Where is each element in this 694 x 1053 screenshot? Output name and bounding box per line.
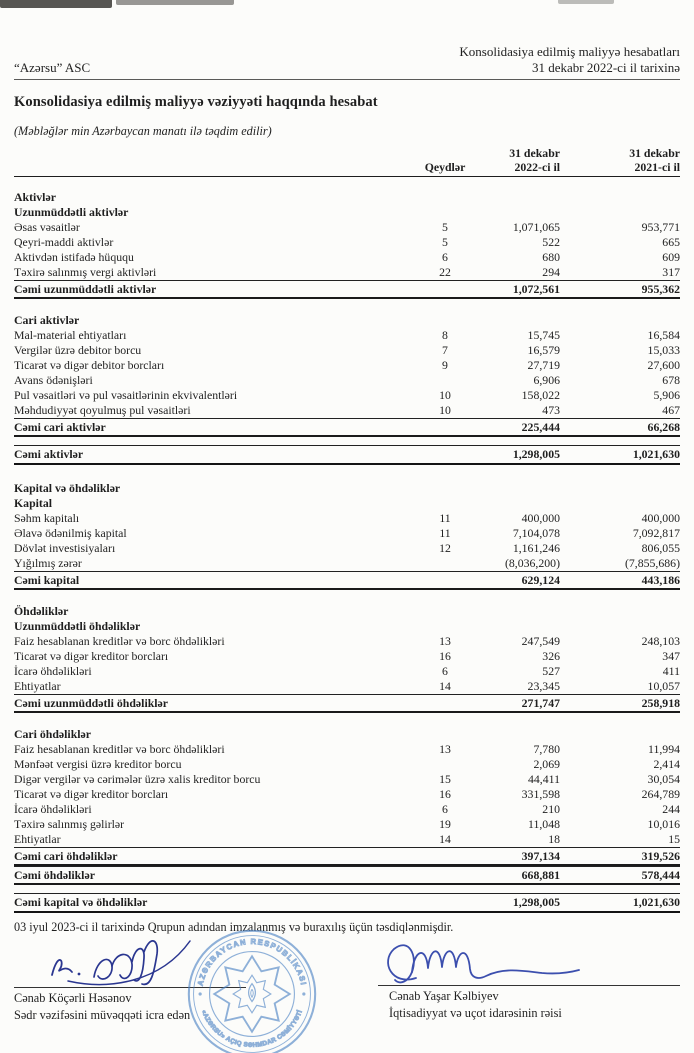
row-value-2021: 347: [662, 649, 680, 663]
row-value-2021: [560, 604, 680, 619]
row-label: Əsas vəsaitlər: [14, 220, 80, 234]
row-note: 16: [439, 787, 451, 801]
row-value-2021: 15,033: [647, 343, 680, 357]
header-notes-column: Qeydlər: [424, 159, 466, 174]
table-row: [14, 343, 680, 358]
row-value-2022: [475, 190, 560, 205]
row-value-2021: [560, 190, 680, 205]
signature-right: [372, 934, 587, 988]
row-value-2022: 331,598: [521, 787, 560, 801]
row-value-2021: [560, 727, 680, 742]
row-note: 6: [442, 664, 448, 678]
table-spacer: [14, 299, 680, 313]
row-value-2022: 6,906: [533, 373, 560, 387]
row-note: 7: [442, 343, 448, 357]
row-value-2021: 411: [662, 664, 680, 678]
row-label: Vergilər üzrə debitor borcu: [14, 343, 142, 357]
row-value-2022: [475, 481, 560, 496]
row-note: 9: [442, 358, 448, 372]
row-value-2022: 522: [542, 235, 560, 249]
table-row: [14, 556, 680, 571]
row-value-2021: 27,600: [647, 358, 680, 372]
header-2022-column: 31 dekabr 2022-ci il: [509, 146, 560, 174]
row-note: [415, 695, 475, 711]
table-row: [14, 893, 680, 913]
row-value-2022: 27,719: [527, 358, 560, 372]
row-label: Uzunmüddətli öhdəliklər: [14, 619, 141, 633]
row-label: Cəmi cari aktivlər: [14, 420, 106, 434]
row-value-2022: 247,549: [521, 634, 560, 648]
row-label: Ehtiyatlar: [14, 832, 61, 846]
scan-artifact: [558, 0, 614, 4]
row-value-2022: 2,069: [533, 757, 560, 771]
row-value-2021: [560, 496, 680, 511]
row-note: [415, 894, 475, 911]
row-note: [415, 757, 475, 772]
row-value-2022: 7,104,078: [512, 526, 560, 540]
row-value-2022: [475, 619, 560, 634]
row-label: Məhdudiyyət qoyulmuş pul vəsaitləri: [14, 403, 191, 417]
row-note: 13: [439, 742, 451, 756]
table-row: [14, 802, 680, 817]
seal-text-top: AZƏRBAYCAN RESPUBLİKASI: [195, 936, 309, 987]
table-row: [14, 250, 680, 265]
row-note: 11: [439, 526, 451, 540]
row-note: 8: [442, 328, 448, 342]
row-note: 16: [439, 649, 451, 663]
approval-statement: 03 iyul 2023-ci il tarixində Qrupun adından imzalanmış və buraxılış üçün təsdiqlənmişdir.: [14, 920, 454, 934]
row-value-2021: 317: [662, 265, 680, 279]
company-name: “Azərsu” ASC: [14, 60, 91, 75]
row-note: 11: [439, 511, 451, 525]
table-row: [14, 328, 680, 343]
signatory-name: Cənab Köçərli Həsənov: [14, 991, 132, 1005]
row-value-2022: 527: [542, 664, 560, 678]
row-note: 22: [439, 265, 451, 279]
table-header-row: [14, 147, 680, 177]
row-value-2022: 210: [542, 802, 560, 816]
row-value-2022: 397,134: [521, 849, 560, 863]
row-value-2022: [475, 313, 560, 328]
table-row: [14, 280, 680, 299]
row-label: Təxirə salınmış vergi aktivləri: [14, 265, 157, 279]
table-spacer: [14, 713, 680, 727]
row-value-2022: 326: [542, 649, 560, 663]
row-label: Uzunmüddətli aktivlər: [14, 205, 129, 219]
row-note: 5: [442, 220, 448, 234]
row-note: 13: [439, 634, 451, 648]
table-row: [14, 481, 680, 496]
table-row: [14, 694, 680, 713]
row-note: [415, 419, 475, 435]
row-value-2022: 271,747: [521, 696, 560, 710]
row-note: 5: [442, 235, 448, 249]
row-label: Cəmi aktivlər: [14, 447, 84, 461]
row-value-2021: 467: [662, 403, 680, 417]
row-value-2022: 473: [542, 403, 560, 417]
scan-artifact: [0, 0, 112, 8]
row-note: [415, 190, 475, 205]
row-value-2021: 609: [662, 250, 680, 264]
row-label: Mənfəət vergisi üzrə kreditor borcu: [14, 757, 182, 771]
table-spacer: [14, 437, 680, 445]
table-row: [14, 220, 680, 235]
row-value-2022: 400,000: [521, 511, 560, 525]
row-label: Ticarət və digər kreditor borcları: [14, 649, 169, 663]
row-label: Aktivlər: [14, 190, 56, 204]
row-value-2022: 680: [542, 250, 560, 264]
report-name: Konsolidasiya edilmiş maliyyə hesabatları: [459, 44, 680, 59]
row-note: [415, 481, 475, 496]
row-label: Kapital və öhdəliklər: [14, 481, 121, 495]
table-row: [14, 418, 680, 437]
row-note: [415, 205, 475, 220]
row-value-2022: 1,161,246: [512, 541, 560, 555]
row-value-2022: [475, 727, 560, 742]
row-label: Mal-material ehtiyatları: [14, 328, 127, 342]
seal-text-bottom: «AZƏRSU» AÇIQ SƏHMDAR CƏMİYYƏTİ: [200, 1009, 304, 1049]
document-header: [14, 44, 680, 80]
row-value-2022: [475, 205, 560, 220]
row-value-2022: 15,745: [527, 328, 560, 342]
row-value-2021: [560, 205, 680, 220]
signature-line-right: [378, 985, 680, 986]
row-value-2021: 400,000: [641, 511, 680, 525]
row-label: Cəmi uzunmüddətli öhdəliklər: [14, 696, 169, 710]
row-value-2021: 258,918: [641, 696, 680, 710]
row-label: Cəmi kapital: [14, 573, 80, 587]
table-row: [14, 526, 680, 541]
row-value-2022: 18: [548, 832, 560, 846]
table-row: [14, 358, 680, 373]
row-note: 15: [439, 772, 451, 786]
row-value-2021: (7,855,686): [624, 556, 680, 570]
table-row: [14, 742, 680, 757]
signatory-name: Cənab Yaşar Kəlbiyev: [389, 989, 499, 1003]
row-label: Təxirə salınmış gəlirlər: [14, 817, 125, 831]
row-value-2021: 806,055: [641, 541, 680, 555]
row-value-2022: 7,780: [533, 742, 560, 756]
table-row: [14, 634, 680, 649]
row-value-2021: [560, 313, 680, 328]
row-value-2022: 16,579: [527, 343, 560, 357]
row-value-2021: 16,584: [647, 328, 680, 342]
row-label: Faiz hesablanan kreditlər və borc öhdəlikləri: [14, 742, 225, 756]
row-value-2022: (8,036,200): [504, 556, 560, 570]
official-seal: [186, 928, 318, 1053]
row-value-2021: 319,526: [641, 849, 680, 863]
table-row: [14, 265, 680, 280]
signatory-right: [389, 988, 562, 1022]
row-note: 6: [442, 802, 448, 816]
row-note: [415, 373, 475, 388]
row-value-2021: 443,186: [641, 573, 680, 587]
row-value-2022: 44,411: [527, 772, 560, 786]
row-label: Pul vəsaitləri və pul vəsaitlərinin ekvivalentləri: [14, 388, 238, 402]
row-label: Öhdəliklər: [14, 604, 69, 618]
financial-position-table: [14, 147, 680, 913]
row-value-2021: 665: [662, 235, 680, 249]
table-row: [14, 445, 680, 465]
row-value-2021: 578,444: [641, 868, 680, 882]
table-row: [14, 679, 680, 694]
table-row: [14, 388, 680, 403]
row-value-2021: 10,057: [647, 679, 680, 693]
signatory-title: Sədr vəzifəsini müvəqqəti icra edən: [14, 1008, 191, 1022]
row-value-2022: 23,345: [527, 679, 560, 693]
row-note: 14: [439, 679, 451, 693]
row-note: 19: [439, 817, 451, 831]
row-label: Ticarət və digər kreditor borcları: [14, 787, 169, 801]
row-value-2022: 225,444: [521, 420, 560, 434]
row-value-2021: 244: [662, 802, 680, 816]
row-value-2021: 15: [668, 832, 680, 846]
row-label: Kapital: [14, 496, 53, 510]
signatory-left: [14, 990, 190, 1024]
row-label: İcarə öhdəlikləri: [14, 664, 92, 678]
table-row: [14, 619, 680, 634]
table-row: [14, 787, 680, 802]
table-row: [14, 373, 680, 388]
row-value-2022: [475, 496, 560, 511]
row-value-2021: 5,906: [653, 388, 680, 402]
row-value-2021: 248,103: [641, 634, 680, 648]
row-note: [415, 281, 475, 297]
row-value-2021: [560, 481, 680, 496]
row-value-2021: 1,021,630: [632, 895, 680, 909]
row-value-2022: 668,881: [521, 868, 560, 882]
row-value-2022: [475, 604, 560, 619]
table-row: [14, 866, 680, 885]
page-title: Konsolidasiya edilmiş maliyyə vəziyyəti haqqında hesabat: [14, 94, 378, 110]
row-value-2021: 10,016: [647, 817, 680, 831]
row-value-2021: 678: [662, 373, 680, 387]
row-value-2021: 1,021,630: [632, 447, 680, 461]
row-label: Aktivdən istifadə hüququ: [14, 250, 134, 264]
table-row: [14, 727, 680, 742]
row-label: Əlavə ödənilmiş kapital: [14, 526, 127, 540]
table-row: [14, 541, 680, 556]
row-label: Avans ödənişləri: [14, 373, 93, 387]
row-label: Səhm kapitalı: [14, 511, 80, 525]
table-spacer: [14, 885, 680, 893]
row-value-2022: 1,298,005: [512, 895, 560, 909]
table-row: [14, 832, 680, 847]
table-row: [14, 649, 680, 664]
table-row: [14, 847, 680, 866]
row-label: İcarə öhdəlikləri: [14, 802, 92, 816]
row-label: Cari öhdəliklər: [14, 727, 92, 741]
row-value-2022: 158,022: [521, 388, 560, 402]
header-2021-column: 31 dekabr 2021-ci il: [629, 146, 680, 174]
table-row: [14, 205, 680, 220]
row-value-2022: 294: [542, 265, 560, 279]
row-note: [415, 867, 475, 883]
row-note: [415, 556, 475, 571]
table-spacer: [14, 590, 680, 604]
row-note: 14: [439, 832, 451, 846]
row-note: [415, 496, 475, 511]
row-value-2021: 264,789: [641, 787, 680, 801]
table-row: [14, 817, 680, 832]
table-row: [14, 757, 680, 772]
row-note: [415, 619, 475, 634]
row-value-2021: [560, 619, 680, 634]
table-row: [14, 313, 680, 328]
row-value-2022: 1,298,005: [512, 447, 560, 461]
table-row: [14, 571, 680, 590]
row-label: Cəmi kapital və öhdəliklər: [14, 895, 148, 909]
table-row: [14, 604, 680, 619]
row-value-2021: 66,268: [647, 420, 680, 434]
row-note: 12: [439, 541, 451, 555]
row-label: Cari aktivlər: [14, 313, 80, 327]
table-row: [14, 496, 680, 511]
row-value-2022: 1,071,065: [512, 220, 560, 234]
row-label: Digər vergilər və cərimələr üzrə xalis kreditor borcu: [14, 772, 261, 786]
report-header-right: [459, 44, 680, 76]
table-row: [14, 190, 680, 205]
signatory-title: İqtisadiyyat və uçot idarəsinin rəisi: [389, 1006, 562, 1020]
row-value-2022: 629,124: [521, 573, 560, 587]
row-note: [415, 446, 475, 463]
row-label: Cəmi uzunmüddətli aktivlər: [14, 282, 157, 296]
table-row: [14, 772, 680, 787]
row-note: 10: [439, 388, 451, 402]
table-row: [14, 664, 680, 679]
page-subtitle: (Məbləğlər min Azərbaycan manatı ilə təqdim edilir): [14, 124, 272, 138]
row-note: [415, 604, 475, 619]
row-value-2021: 7,092,817: [632, 526, 680, 540]
table-body: [14, 190, 680, 913]
row-note: [415, 848, 475, 864]
scan-artifact: [116, 0, 234, 5]
row-label: Qeyri-maddi aktivlər: [14, 235, 114, 249]
row-label: Ticarət və digər debitor borcları: [14, 358, 165, 372]
row-value-2022: 1,072,561: [512, 282, 560, 296]
row-value-2021: 953,771: [641, 220, 680, 234]
table-row: [14, 235, 680, 250]
row-label: Dövlət investisiyaları: [14, 541, 116, 555]
report-date: 31 dekabr 2022-ci il tarixinə: [531, 60, 680, 75]
row-label: Ehtiyatlar: [14, 679, 61, 693]
row-value-2021: 955,362: [641, 282, 680, 296]
row-value-2021: 30,054: [647, 772, 680, 786]
row-label: Cəmi cari öhdəliklər: [14, 849, 118, 863]
row-value-2022: 11,048: [527, 817, 560, 831]
table-spacer: [14, 465, 680, 481]
row-value-2021: 2,414: [653, 757, 680, 771]
row-label: Yığılmış zərər: [14, 556, 82, 570]
row-value-2021: 11,994: [647, 742, 680, 756]
row-note: [415, 727, 475, 742]
table-row: [14, 403, 680, 418]
row-label: Cəmi öhdəliklər: [14, 868, 95, 882]
row-note: [415, 313, 475, 328]
row-note: 10: [439, 403, 451, 417]
table-row: [14, 511, 680, 526]
row-note: 6: [442, 250, 448, 264]
row-note: [415, 572, 475, 588]
row-label: Faiz hesablanan kreditlər və borc öhdəlikləri: [14, 634, 225, 648]
